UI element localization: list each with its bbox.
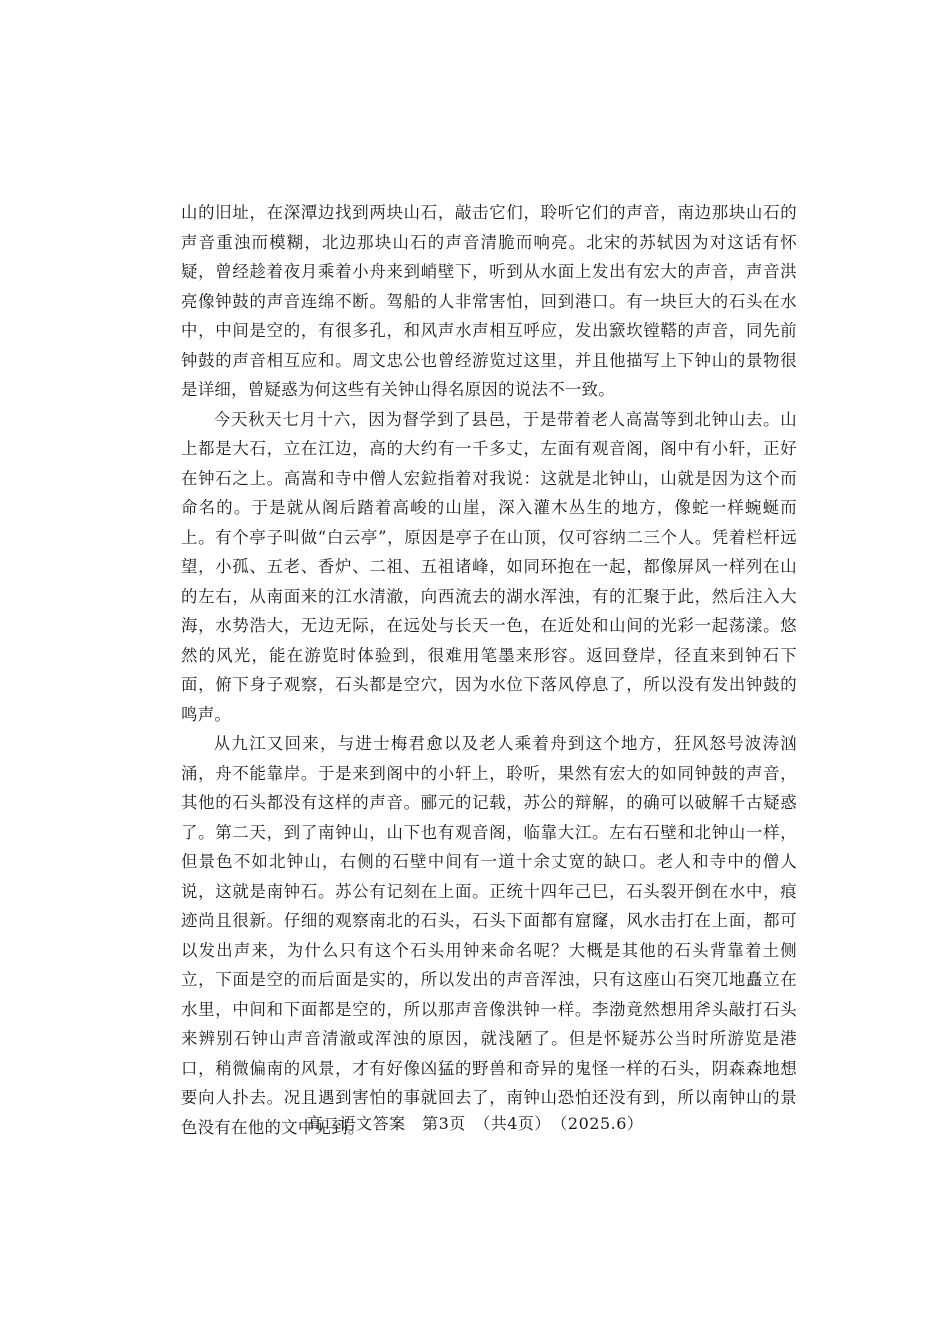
page-footer: 高二语文答案 第3页 （共4页） （2025.6）	[306, 1114, 644, 1133]
paragraph-2: 今天秋天七月十六，因为督学到了县邑，于是带着老人高嵩等到北钟山去。山上都是大石，立在江边，高的大约有一千多丈，左面有观音阁，阁中有小轩，正好在钟石之上。高嵩和寺中僧人宏鉝指着对我说：这就是北钟山，山就是因为这个而命名的。于是就从阁后踏着高峻的山崖，深入灌木丛生的地方，像蛇一样蜿蜒而上。有个亭子叫做“白云亭”，原因是亭子在山顶，仅可容纳二三个人。凭着栏杆远望，小孤、五老、香炉、二祖、五祖诸峰，如同环抱在一起，都像屏风一样列在山的左右，从南面来的江水清澈，向西流去的湖水浑浊，有的汇聚于此，然后注入大海，水势浩大，无边无际，在远处与长天一色，在近处和山间的光彩一起荡漾。悠然的风光，能在游览时体验到，很难用笔墨来形容。返回登岸，径直来到钟石下面，俯下身子观察，石头都是空穴，因为水位下落风停息了，所以没有发出钟鼓的鸣声。	[181, 409, 797, 724]
paragraph-3: 从九江又回来，与进士梅君愈以及老人乘着舟到这个地方，狂风怒号波涛汹涌，舟不能靠岸。于是来到阁中的小轩上，聆听，果然有宏大的如同钟鼓的声音，其他的石头都没有这样的声音。郦元的记载，苏公的辩解，的确可以破解千古疑惑了。第二天，到了南钟山，山下也有观音阁，临靠大江。左右石壁和北钟山一样，但景色不如北钟山，右侧的石壁中间有一道十余丈宽的缺口。老人和寺中的僧人说，这就是南钟石。苏公有记刻在上面。正统十四年己巳，石头裂开倒在水中，痕迹尚且很新。仔细的观察南北的石头，石头下面都有窟窿，风水击打在上面，都可以发出声来，为什么只有这个石头用钟来命名呢？大概是其他的石头背靠着土侧立，下面是空的而后面是实的，所以发出的声音浑浊，只有这座山石突兀地矗立在水里，中间和下面都是空的，所以那声音像洪钟一样。李渤竟然想用斧头敲打石头来辨别石钟山声音清澈或浑浊的原因，就浅陋了。但是怀疑苏公当时所游览是港口，稍微偏南的风景，才有好像凶猛的野兽和奇异的鬼怪一样的石头，阴森森地想要向人扑去。况且遇到害怕的事就回去了，南钟山恐怕还没有到，所以南钟山的景色没有在他的文中见到。	[181, 734, 797, 1137]
answer-text-body	[181, 198, 797, 1142]
paragraph-1: 山的旧址，在深潭边找到两块山石，敲击它们，聆听它们的声音，南边那块山石的声音重浊而模糊，北边那块山石的声音清脆而响亮。北宋的苏轼因为对这话有怀疑，曾经趁着夜月乘着小舟来到峭壁下，听到从水面上发出有宏大的声音，声音洪亮像钟鼓的声音连绵不断。驾船的人非常害怕，回到港口。有一块巨大的石头在水中，中间是空的，有很多孔，和风声水声相互呼应，发出窾坎镗鞳的声音，同先前钟鼓的声音相互应和。周文忠公也曾经游览过这里，并且他描写上下钟山的景物很是详细，曾疑惑为何这些有关钟山得名原因的说法不一致。	[181, 203, 797, 399]
